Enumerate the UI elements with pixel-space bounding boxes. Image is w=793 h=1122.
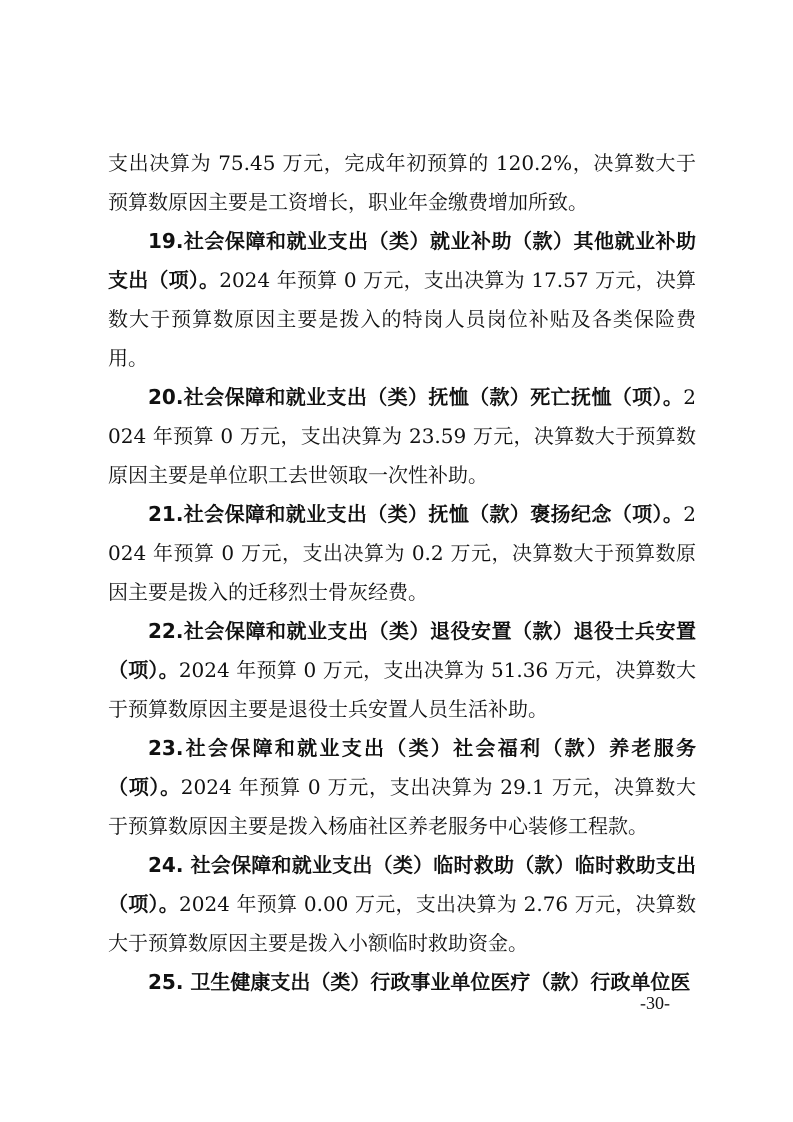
paragraph-heading: 24. 社会保障和就业支出（类）临时救助（款）临时救助支出（项）。: [108, 853, 696, 916]
document-body: [108, 144, 696, 1002]
paragraph-20: [108, 378, 696, 495]
paragraph-body: 2024 年预算 0 万元，支出决算为 23.59 万元，决算数大于预算数原因主要是单位职工去世领取一次性补助。: [108, 385, 696, 487]
paragraph-23: [108, 729, 696, 846]
paragraph-heading: 23.社会保障和就业支出（类）社会福利（款）养老服务（项）。: [108, 736, 696, 799]
paragraph-21: [108, 495, 696, 612]
page-number: -30-: [640, 993, 670, 1013]
paragraph-heading: 19.社会保障和就业支出（类）就业补助（款）其他就业补助支出（项）。: [108, 229, 696, 292]
paragraph-19: [108, 222, 696, 378]
paragraph-25: [108, 963, 696, 1002]
paragraph-heading: 25. 卫生健康支出（类）行政事业单位医疗（款）行政单位医: [148, 970, 691, 994]
paragraph-heading: 21.社会保障和就业支出（类）抚恤（款）褒扬纪念（项）。: [148, 502, 684, 526]
paragraph-24: [108, 846, 696, 963]
paragraph-body: 2024 年预算 0 万元，支出决算为 17.57 万元，决算数大于预算数原因主要是拨入的特岗人员岗位补贴及各类保险费用。: [108, 268, 696, 370]
paragraph-body: 2024 年预算 0 万元，支出决算为 29.1 万元，决算数大于预算数原因主要是拨入杨庙社区养老服务中心装修工程款。: [108, 775, 696, 838]
paragraph-22: [108, 612, 696, 729]
paragraph-heading: 22.社会保障和就业支出（类）退役安置（款）退役士兵安置（项）。: [108, 619, 696, 682]
paragraph-18-continued: 支出决算为 75.45 万元，完成年初预算的 120.2%，决算数大于预算数原因主要是工资增长，职业年金缴费增加所致。: [108, 151, 696, 214]
paragraph-body: 2024 年预算 0 万元，支出决算为 0.2 万元，决算数大于预算数原因主要是拨入的迁移烈士骨灰经费。: [108, 502, 696, 604]
paragraph-body: 2024 年预算 0.00 万元，支出决算为 2.76 万元，决算数大于预算数原因主要是拨入小额临时救助资金。: [108, 892, 696, 955]
paragraph-heading: 20.社会保障和就业支出（类）抚恤（款）死亡抚恤（项）。: [148, 385, 684, 409]
paragraph-body: 2024 年预算 0 万元，支出决算为 51.36 万元，决算数大于预算数原因主要是退役士兵安置人员生活补助。: [108, 658, 697, 721]
